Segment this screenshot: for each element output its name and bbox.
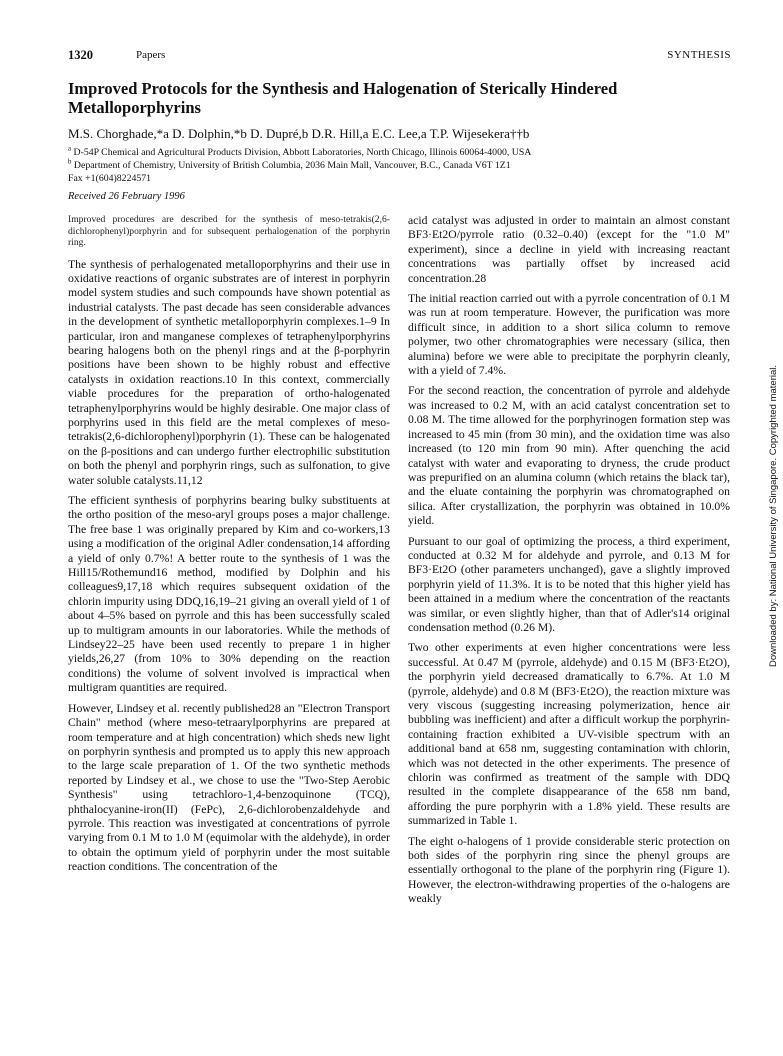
download-watermark: Downloaded by: National University of Singapore. Copyrighted material. — [768, 364, 779, 668]
paragraph-initial-reaction: The initial reaction carried out with a pyrrole concentration of 0.1 M was run at room temperature. However, the purification was more difficult since, in addition to a short silica column to remove polymer, two other chromatographies were necessary (silica, then alumina) before we were able to precipitate the porphyrin cleanly, with a yield of 7.4%. — [408, 292, 730, 378]
paragraph-intro: The synthesis of perhalogenated metalloporphyrins and their use in oxidative reactions of organic substrates are of interest in porphyrin model system studies and such compounds have shown potential as industrial catalysts. The past decade has seen considerable advances in the development of synthetic metalloporphyrin complexes.1–9 In particular, iron and manganese complexes of tetraphenylporphyrins bearing halogens both on the phenyl rings and at the β-porphyrin positions have been shown to be highly robust and effective catalysts in oxidation reactions.10 In this context, commercially viable procedures for the preparation of ortho-halogenated tetraphenylporphyrins would be highly desirable. One major class of porphyrins used in this field are the metal complexes of meso-tetrakis(2,6-dichlorophenyl)porphyrin (1). These can be halogenated on the β-positions and can undergo further electrophilic substitution on both the phenyl and porphyrin rings, such as sulfonation, to give water soluble catalysts.11,12 — [68, 257, 390, 487]
paragraph-synthesis-challenge: The efficient synthesis of porphyrins bearing bulky substituents at the ortho position of the meso-aryl groups poses a major challenge. The free base 1 was originally prepared by Kim and co-workers,13 using a modification of the original Adler condensation,14 affording a yield of only 0.7%! A better route to the synthesis of 1 was the Hill15/Rothemund16 method, modified by Dolphin and his colleagues9,17,18 which requires subsequent oxidation of the chlorin impurity using DDQ,16,19–21 giving an overall yield of 1 of about 4–5% based on pyrrole and this has been successfully scaled up to multigram amounts in our laboratories. While the methods of Lindsey22–25 have been used recently to prepare 1 in higher yields,26,27 (from 10% to 30% depending on the reaction conditions) the volume of solvent involved is impractical when multigram quantities are required. — [68, 494, 391, 695]
title-line-2: Metalloporphyrins — [68, 98, 201, 117]
paragraph-acid-catalyst: acid catalyst was adjusted in order to maintain an almost constant BF3·Et2O/pyrrole ratio (0.32–0.40) (except for the "1.0 M" experiment), since a decline in yield with increasing reactant concentrations was partially offset by increased acid concentration.28 — [408, 214, 730, 285]
paragraph-higher-concentrations: Two other experiments at even higher concentrations were less successful. At 0.47 M (pyrrole, aldehyde) and 0.15 M (BF3·Et2O), the porphyrin yield decreased dramatically to 6.7%. At 1.0 M (pyrrole, aldehyde) and 0.8 M (BF3·Et2O), the reaction mixture was very viscous (suggesting increasing polymerization, hence air bubbling was inefficient) and after a difficult workup the porphyrin-containing fraction exhibited a UV-visible spectrum with an additional band at 658 nm, suggesting contamination with chlorin, which was not detected in the other experiments. The presence of chlorin was confirmed as treatment of the sample with DDQ resulted in the complete disappearance of the 658 nm band, affording the pure porphyrin with a 1.8% yield. These results are summarized in Table 1. — [408, 641, 730, 828]
affiliation-b: $^b$ Department of Chemistry, University of British Columbia, 2036 Main Mall, Vancouver, B.C., Canada V6T 1Z1 — [68, 158, 511, 171]
journal-name: SYNTHESIS — [667, 49, 731, 61]
article-title — [68, 79, 708, 117]
affiliations — [68, 146, 728, 185]
paragraph-lindsey-method: However, Lindsey et al. recently published28 an "Electron Transport Chain" method (where meso-tetraarylporphyrins are prepared at room temperature and at high concentration) which sheds new light on porphyrin synthesis and prompted us to apply this new approach to the large scale preparation of 1. Of the two synthetic methods reported by Lindsey et al., we chose to use the "Two-Step Aerobic Synthesis" using tetrachloro-1,4-benzoquinone (TCQ), phthalocyanine-iron(II) (FePc), 2,6-dichlorobenzaldehyde and pyrrole. This reaction was investigated at concentrations of pyrrole varying from 0.1 M to 1.0 M (equimolar with the aldehyde), in order to obtain the optimum yield of porphyrin under the most suitable reaction conditions. The concentration of the — [68, 701, 390, 874]
left-column — [68, 214, 390, 881]
affiliation-a: $^a$ D-54P Chemical and Agricultural Products Division, Abbott Laboratories, North Chicago, Illinois 60064-4000, USA — [68, 145, 532, 158]
paragraph-third-experiment: Pursuant to our goal of optimizing the process, a third experiment, conducted at 0.32 M for aldehyde and pyrrole, and 0.13 M for BF3·Et2O (other parameters unchanged), gave a slightly improved porphyrin yield of 11.3%. It is to be noted that this higher yield has been attained in a medium where the concentration of the reactants was similar, or even slightly higher, than that of Adler's14 original condensation method (0.26 M). — [408, 534, 730, 634]
received-date: Received 26 February 1996 — [68, 191, 185, 202]
fax-number: Fax +1(604)8224571 — [68, 173, 152, 184]
paragraph-second-reaction: For the second reaction, the concentration of pyrrole and aldehyde was increased to 0.2 M, with an acid catalyst concentration set to 0.08 M. The time allowed for the porphyrinogen formation step was increased to 45 min (from 30 min), and the oxidation time was also increased (to 120 min from 90 min). After quenching the acid catalyst with water and evaporating to dryness, the crude product was prepurified on an alumina column (which retains the black tar), and the eluate containing the porphyrin was chromatographed on silica. After crystallization, the porphyrin was obtained in 10.0% yield. — [408, 384, 730, 528]
author-list: M.S. Chorghade,*a D. Dolphin,*b D. Dupré,b D.R. Hill,a E.C. Lee,a T.P. Wijesekera††b — [68, 126, 530, 141]
right-column — [408, 214, 730, 913]
abstract: Improved procedures are described for the synthesis of meso-tetrakis(2,6-dichlorophenyl)porphyrin and for subsequent perhalogenation of the porphyrin ring. — [68, 214, 390, 248]
section-label: Papers — [136, 49, 166, 61]
title-line-1: Improved Protocols for the Synthesis and Halogenation of Sterically Hindered — [68, 79, 618, 98]
page-number: 1320 — [68, 48, 93, 62]
paragraph-o-halogens: The eight o-halogens of 1 provide considerable steric protection on both sides of the porphyrin ring since the phenyl groups are essentially orthogonal to the plane of the porphyrin ring (Figure 1). However, the electron-withdrawing properties of the o-halogens are weakly — [408, 834, 730, 906]
running-header — [68, 48, 731, 66]
